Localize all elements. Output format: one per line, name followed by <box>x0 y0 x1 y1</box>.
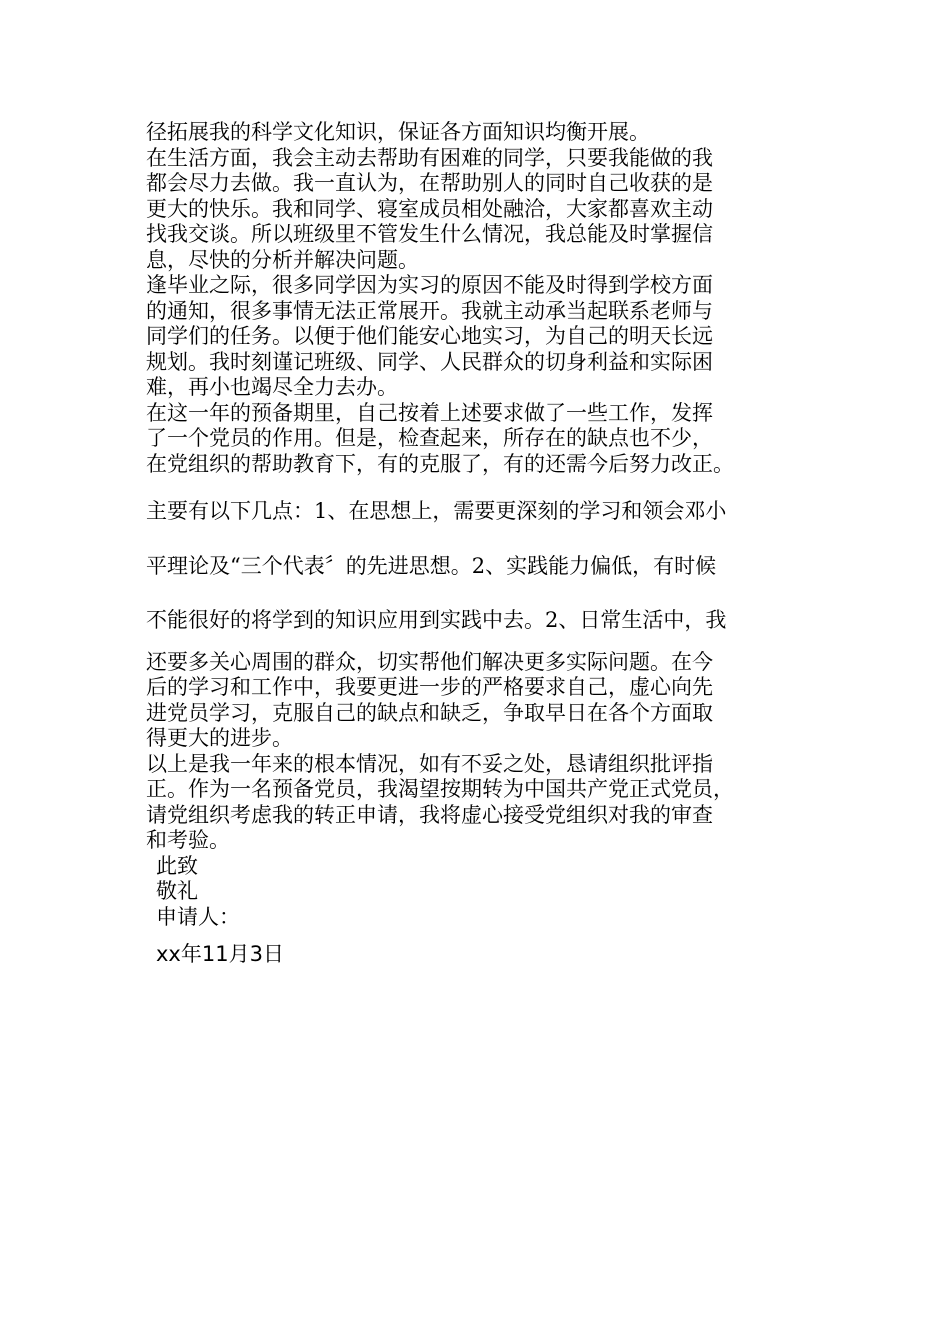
text-line: 逢毕业之际，很多同学因为实习的原因不能及时得到学校方面 <box>146 273 713 297</box>
text-line: 以上是我一年来的根本情况，如有不妥之处，恳请组织批评指 <box>146 751 713 776</box>
text-line: 和考验。 <box>146 828 230 852</box>
paragraph-block-2 <box>146 499 826 675</box>
signature-date: xx年11月3日 <box>156 942 284 966</box>
text-line: 请党组织考虑我的转正申请，我将虚心接受党组织对我的审查 <box>146 802 713 827</box>
text-line: 找我交谈。所以班级里不管发生什么情况，我总能及时掌握信 <box>146 222 713 246</box>
document-page <box>146 120 826 968</box>
regards: 敬礼 <box>156 879 198 903</box>
text-line: 不能很好的将学到的知识应用到实践中去。2、日常生活中，我 <box>146 608 727 632</box>
text-line: 难，再小也竭尽全力去办。 <box>146 375 398 399</box>
text-line: 主要有以下几点：1、在思想上，需要更深刻的学习和领会邓小 <box>146 499 727 523</box>
text-line: 息，尽快的分析并解决问题。 <box>146 247 419 272</box>
text-line: 进党员学习，克服自己的缺点和缺乏，争取早日在各个方面取 <box>146 700 713 725</box>
text-line: 都会尽力去做。我一直认为，在帮助别人的同时自己收获的是 <box>146 171 713 195</box>
text-line: 在这一年的预备期里，自己按着上述要求做了一些工作，发挥 <box>146 400 713 425</box>
text-line: 后的学习和工作中，我要更进一步的严格要求自己，虚心向先 <box>146 675 713 699</box>
text-line: 在生活方面，我会主动去帮助有困难的同学，只要我能做的我 <box>146 145 713 170</box>
text-line: 还要多关心周围的群众，切实帮他们解决更多实际问题。在今 <box>146 649 713 674</box>
text-line: 规划。我时刻谨记班级、同学、人民群众的切身利益和实际困 <box>146 349 713 374</box>
paragraph-block-3 <box>146 675 826 854</box>
text-line: 在党组织的帮助教育下，有的克服了，有的还需今后努力改正。 <box>146 451 734 476</box>
text-line: 的通知，很多事情无法正常展开。我就主动承当起联系老师与 <box>146 298 713 323</box>
text-line: 径拓展我的科学文化知识，保证各方面知识均衡开展。 <box>146 120 650 144</box>
text-line: 同学们的任务。以便于他们能安心地实习，为自己的明天长远 <box>146 324 713 348</box>
paragraph-block-1 <box>146 120 826 477</box>
text-line: 正。作为一名预备党员，我渴望按期转为中国共产党正式党员， <box>146 777 734 801</box>
text-line: 得更大的进步。 <box>146 726 293 750</box>
closing-block <box>146 854 826 968</box>
text-line: 更大的快乐。我和同学、寝室成员相处融洽，大家都喜欢主动 <box>146 196 713 221</box>
applicant-label: 申请人： <box>156 904 240 929</box>
salutation: 此致 <box>156 853 198 878</box>
text-line: 平理论及“三个代表〞的先进思想。2、实践能力偏低，有时候 <box>146 553 717 578</box>
text-line: 了一个党员的作用。但是，检查起来，所存在的缺点也不少， <box>146 426 713 450</box>
